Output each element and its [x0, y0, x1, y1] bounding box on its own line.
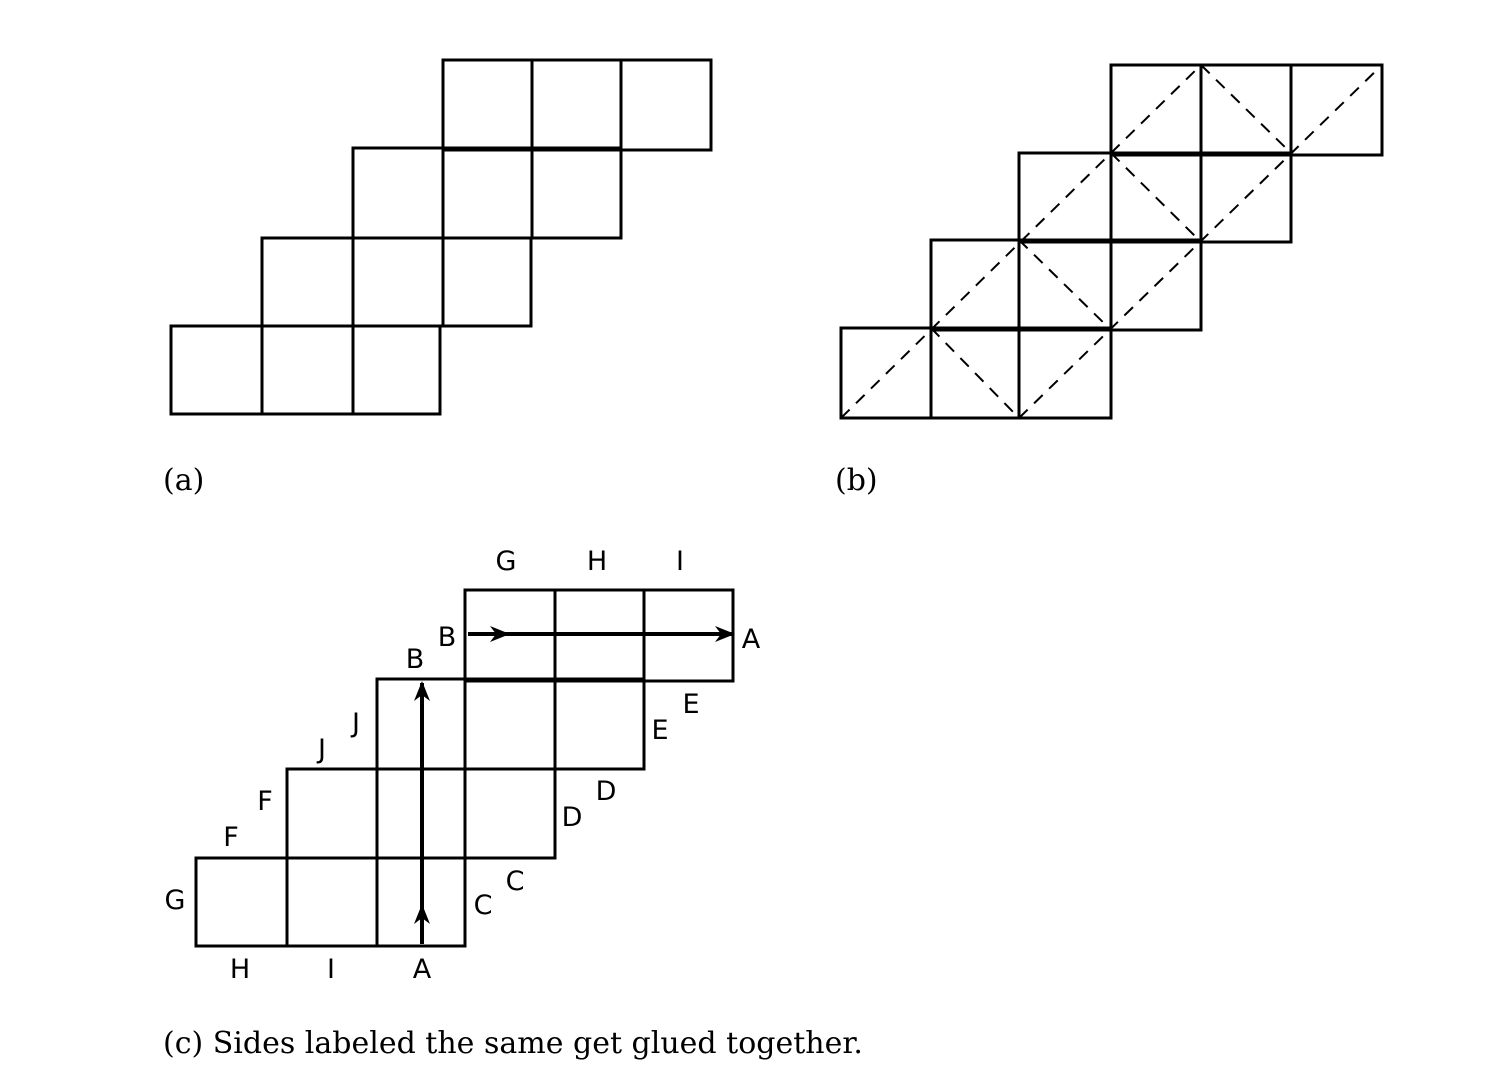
label-d-upper: D: [595, 776, 617, 807]
label-j-lower: J: [318, 734, 326, 765]
panel-b: [835, 65, 1382, 498]
staircase-grid-a: [171, 60, 711, 414]
label-j-upper: J: [352, 708, 360, 739]
label-arrow-b-lower: B: [405, 644, 425, 675]
label-e-upper: E: [682, 689, 700, 720]
label-e-lower: E: [651, 715, 669, 746]
caption-a: (a): [163, 463, 205, 498]
label-left-g: G: [164, 885, 186, 916]
label-bottom-h: H: [229, 954, 251, 985]
caption-b: (b): [835, 463, 878, 498]
label-top-g: G: [495, 546, 517, 577]
label-c-lower: C: [473, 890, 493, 921]
label-top-h: H: [586, 546, 608, 577]
label-f-lower: F: [223, 822, 239, 853]
label-f-upper: F: [257, 786, 273, 817]
label-d-lower: D: [561, 802, 583, 833]
label-arrow-b-upper: B: [437, 622, 457, 653]
staircase-grid-b: [841, 65, 1382, 418]
label-right-a: A: [741, 624, 761, 655]
staircase-grid-c: [196, 590, 733, 946]
label-c-upper: C: [505, 866, 525, 897]
panel-c: [163, 546, 863, 1061]
label-bottom-i: I: [327, 954, 335, 985]
caption-c: (c) Sides labeled the same get glued together.: [163, 1026, 863, 1061]
label-bottom-a: A: [412, 954, 432, 985]
panel-a: [163, 60, 711, 498]
label-top-i: I: [676, 546, 684, 577]
